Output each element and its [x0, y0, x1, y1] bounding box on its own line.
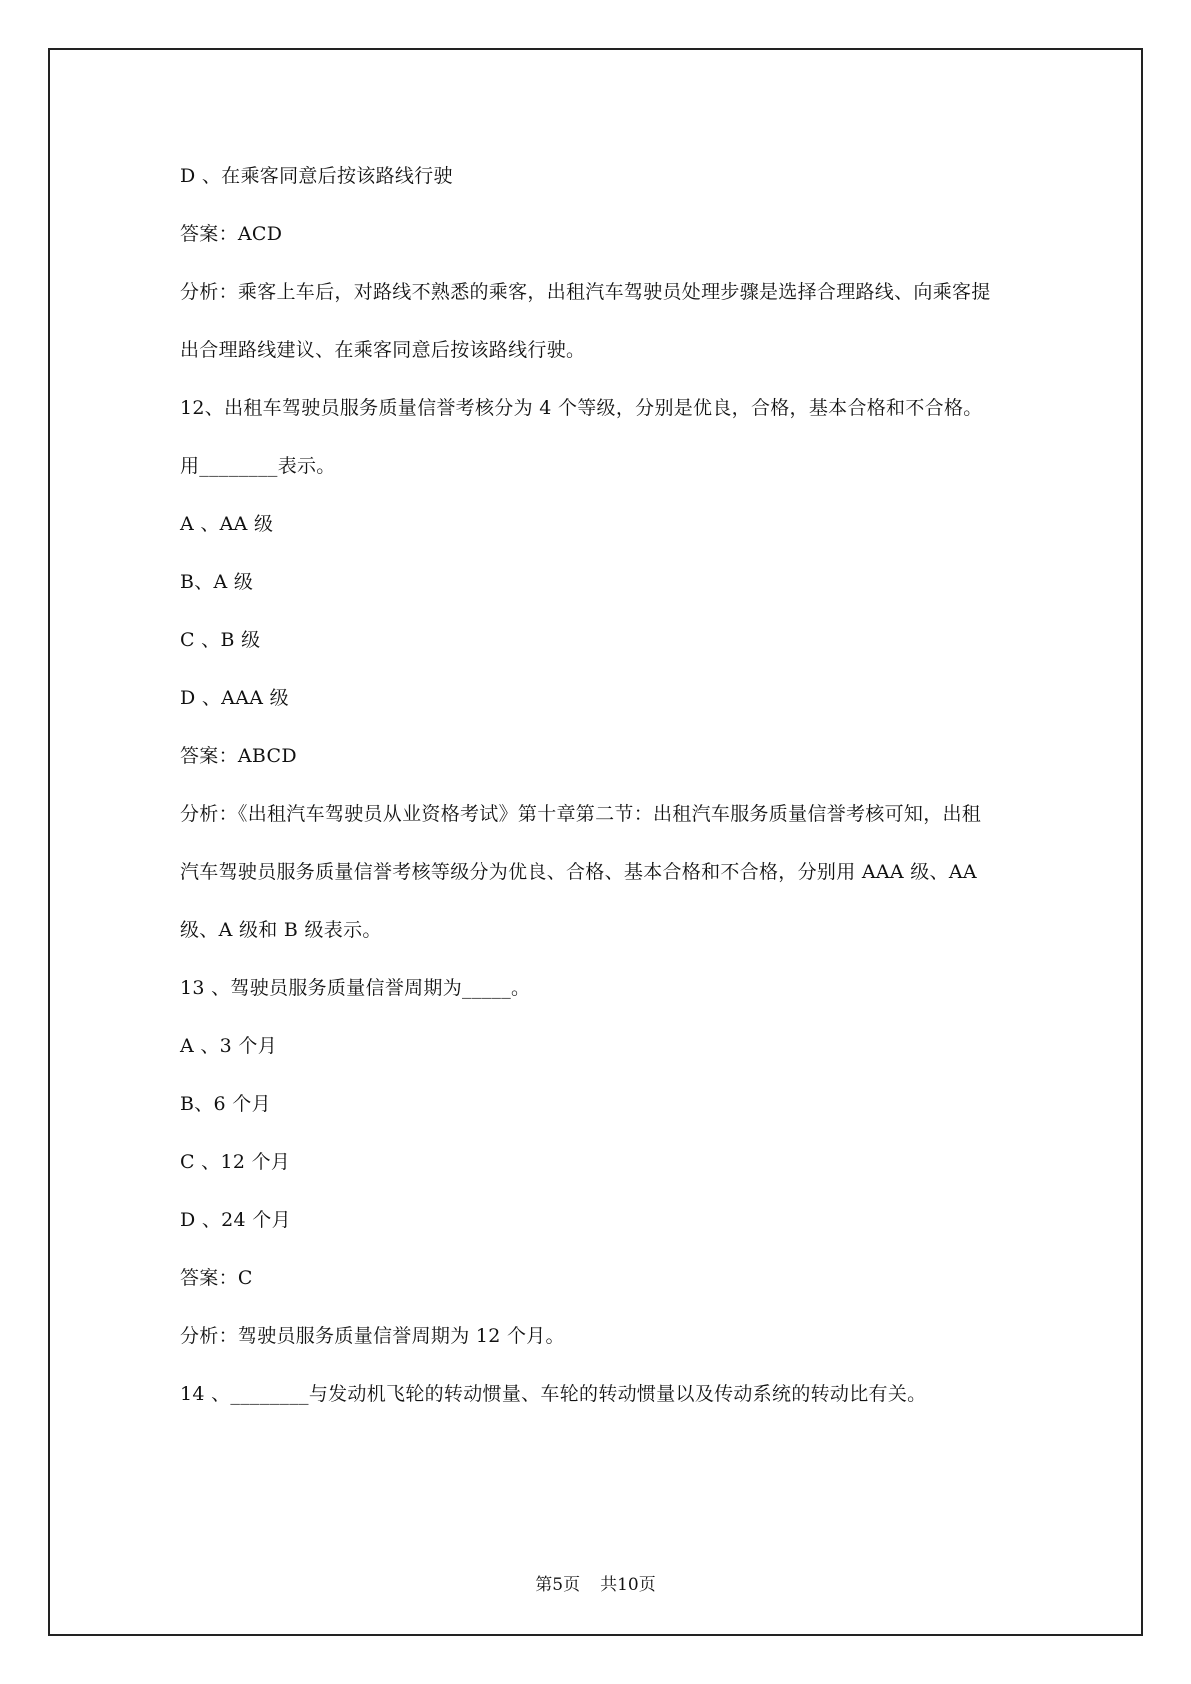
text-line: A 、3 个月 [180, 1035, 277, 1057]
text-line: 13 、驾驶员服务质量信誉周期为_____。 [180, 977, 531, 999]
page-total: 共10页 [600, 1575, 656, 1595]
text-line: 级、A 级和 B 级表示。 [180, 919, 382, 941]
text-line: 14 、________与发动机飞轮的转动惯量、车轮的转动惯量以及传动系统的转动比有关。 [180, 1383, 927, 1405]
text-line: 分析：《出租汽车驾驶员从业资格考试》第十章第二节：出租汽车服务质量信誉考核可知，出租 [180, 803, 982, 825]
text-line: A 、AA 级 [180, 513, 274, 535]
page-footer [0, 1570, 1191, 1595]
text-line: B、A 级 [180, 571, 254, 593]
page-number: 第5页 [535, 1575, 581, 1595]
text-line: 汽车驾驶员服务质量信誉考核等级分为优良、合格、基本合格和不合格，分别用 AAA 级、AA [180, 861, 977, 883]
text-line: 答案：ABCD [180, 745, 297, 767]
text-line: 答案：ACD [180, 223, 283, 245]
text-line: 用________表示。 [180, 455, 336, 477]
text-line: C 、12 个月 [180, 1151, 291, 1173]
text-line: C 、B 级 [180, 629, 261, 651]
text-line: 分析：乘客上车后，对路线不熟悉的乘客，出租汽车驾驶员处理步骤是选择合理路线、向乘客提 [180, 281, 991, 303]
text-line: 答案：C [180, 1267, 253, 1289]
text-line: D 、在乘客同意后按该路线行驶 [180, 165, 453, 187]
text-line: 分析：驾驶员服务质量信誉周期为 12 个月。 [180, 1325, 565, 1347]
text-line: 12、出租车驾驶员服务质量信誉考核分为 4 个等级，分别是优良，合格，基本合格和不合格。 [180, 397, 983, 419]
text-line: D 、24 个月 [180, 1209, 291, 1231]
text-line: B、6 个月 [180, 1093, 271, 1115]
text-line: 出合理路线建议、在乘客同意后按该路线行驶。 [180, 339, 586, 361]
text-line: D 、AAA 级 [180, 687, 289, 709]
